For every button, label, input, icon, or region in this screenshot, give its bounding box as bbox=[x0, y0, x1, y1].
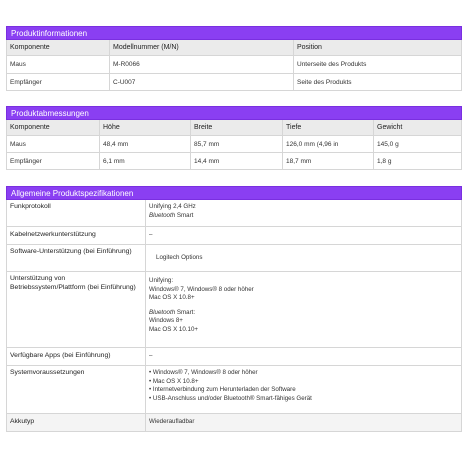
section-header: Produktabmessungen bbox=[6, 106, 462, 120]
table-cell: 85,7 mm bbox=[190, 136, 282, 152]
produktinfo-table bbox=[6, 40, 462, 91]
table-cell: 18,7 mm bbox=[282, 153, 373, 169]
table-cell: 14,4 mm bbox=[190, 153, 282, 169]
spec-value-line: Unifying: bbox=[149, 277, 174, 284]
spec-value: – bbox=[145, 227, 461, 244]
spec-label: Funkprotokoll bbox=[10, 203, 51, 210]
column-header: Modellnummer (M/N) bbox=[109, 40, 293, 55]
table-cell: 1,8 g bbox=[373, 153, 461, 169]
table-cell: Maus bbox=[10, 61, 26, 68]
spec-value-line: Windows 8+ bbox=[149, 317, 183, 324]
table-cell: Empfänger bbox=[10, 78, 42, 86]
spec-value-line: Mac OS X 10.8+ bbox=[149, 294, 195, 301]
section-header: Allgemeine Produktspezifikationen bbox=[6, 186, 462, 200]
spec-row-kabel bbox=[7, 227, 461, 245]
spec-value-text: Smart: bbox=[175, 308, 196, 316]
table-cell: 145,0 g bbox=[373, 136, 461, 152]
spec-label: Kabelnetzwerkunterstützung bbox=[10, 231, 96, 239]
spec-row-systemvoraussetzungen bbox=[7, 366, 461, 414]
spec-value-line: Windows® 7, Windows® 8 oder höher bbox=[149, 285, 254, 293]
spec-label: Unterstützung von Betriebssystem/Plattform (bei Einführung) bbox=[10, 275, 136, 291]
spec-label: Software-Unterstützung (bei Einführung) bbox=[10, 248, 132, 255]
table-cell: Seite des Produkts bbox=[293, 74, 461, 90]
produktinformationen-section bbox=[6, 26, 462, 91]
spec-label: Akkutyp bbox=[10, 418, 35, 426]
spec-value-text: Smart bbox=[175, 211, 194, 219]
spec-label: Verfügbare Apps (bei Einführung) bbox=[10, 352, 111, 360]
spec-row-apps bbox=[7, 348, 461, 366]
bluetooth-text: Bluetooth bbox=[149, 308, 176, 316]
list-item: • USB-Anschluss und/oder Bluetooth® Smart-fähiges Gerät bbox=[149, 395, 458, 404]
list-item: • Internetverbindung zum Herunterladen der Software bbox=[149, 386, 458, 395]
table-row bbox=[7, 153, 461, 170]
spec-row-betriebssystem bbox=[7, 272, 461, 348]
table-cell: Maus bbox=[10, 140, 26, 148]
spec-value bbox=[145, 200, 461, 226]
column-header: Tiefe bbox=[282, 120, 373, 135]
column-header: Komponente bbox=[10, 44, 50, 51]
spec-value-line bbox=[149, 212, 458, 221]
spezifikationen-section bbox=[6, 186, 462, 432]
table-header-row bbox=[7, 40, 461, 56]
spec-value: – bbox=[145, 348, 461, 365]
section-header: Produktinformationen bbox=[6, 26, 462, 40]
abmessungen-table bbox=[6, 120, 462, 170]
table-row bbox=[7, 74, 461, 91]
spec-value-line: Mac OS X 10.10+ bbox=[149, 325, 199, 333]
table-row bbox=[7, 56, 461, 74]
spec-label: Systemvoraussetzungen bbox=[10, 369, 85, 376]
spec-row-akku bbox=[7, 414, 461, 432]
spec-value bbox=[145, 272, 461, 347]
table-cell: Unterseite des Produkts bbox=[293, 56, 461, 73]
column-header: Höhe bbox=[99, 120, 190, 135]
requirements-list bbox=[149, 369, 458, 403]
table-header-row bbox=[7, 120, 461, 136]
spec-value: Logitech Options bbox=[145, 245, 461, 271]
produktabmessungen-section bbox=[6, 106, 462, 170]
table-cell: 48,4 mm bbox=[99, 136, 190, 152]
list-item: • Windows® 7, Windows® 8 oder höher bbox=[149, 369, 458, 378]
column-header: Breite bbox=[190, 120, 282, 135]
table-cell: 6,1 mm bbox=[99, 153, 190, 169]
spec-value: Wiederaufladbar bbox=[145, 414, 461, 431]
spec-row-funkprotokoll bbox=[7, 200, 461, 227]
column-header: Gewicht bbox=[373, 120, 461, 135]
spec-value bbox=[145, 366, 461, 413]
list-item: • Mac OS X 10.8+ bbox=[149, 378, 458, 387]
spec-row-software bbox=[7, 245, 461, 272]
bluetooth-text: Bluetooth bbox=[149, 211, 176, 219]
table-cell: C-U007 bbox=[109, 74, 293, 90]
column-header: Position bbox=[293, 40, 461, 55]
column-header: Komponente bbox=[10, 124, 50, 131]
spec-value-line: Unifying 2,4 GHz bbox=[149, 203, 196, 210]
table-cell: Empfänger bbox=[10, 157, 42, 165]
spec-value-line bbox=[149, 309, 458, 318]
table-row bbox=[7, 136, 461, 153]
table-cell: 126,0 mm (4,96 in bbox=[282, 136, 373, 152]
table-cell: M-R0066 bbox=[109, 56, 293, 73]
spezifikationen-table bbox=[6, 200, 462, 432]
